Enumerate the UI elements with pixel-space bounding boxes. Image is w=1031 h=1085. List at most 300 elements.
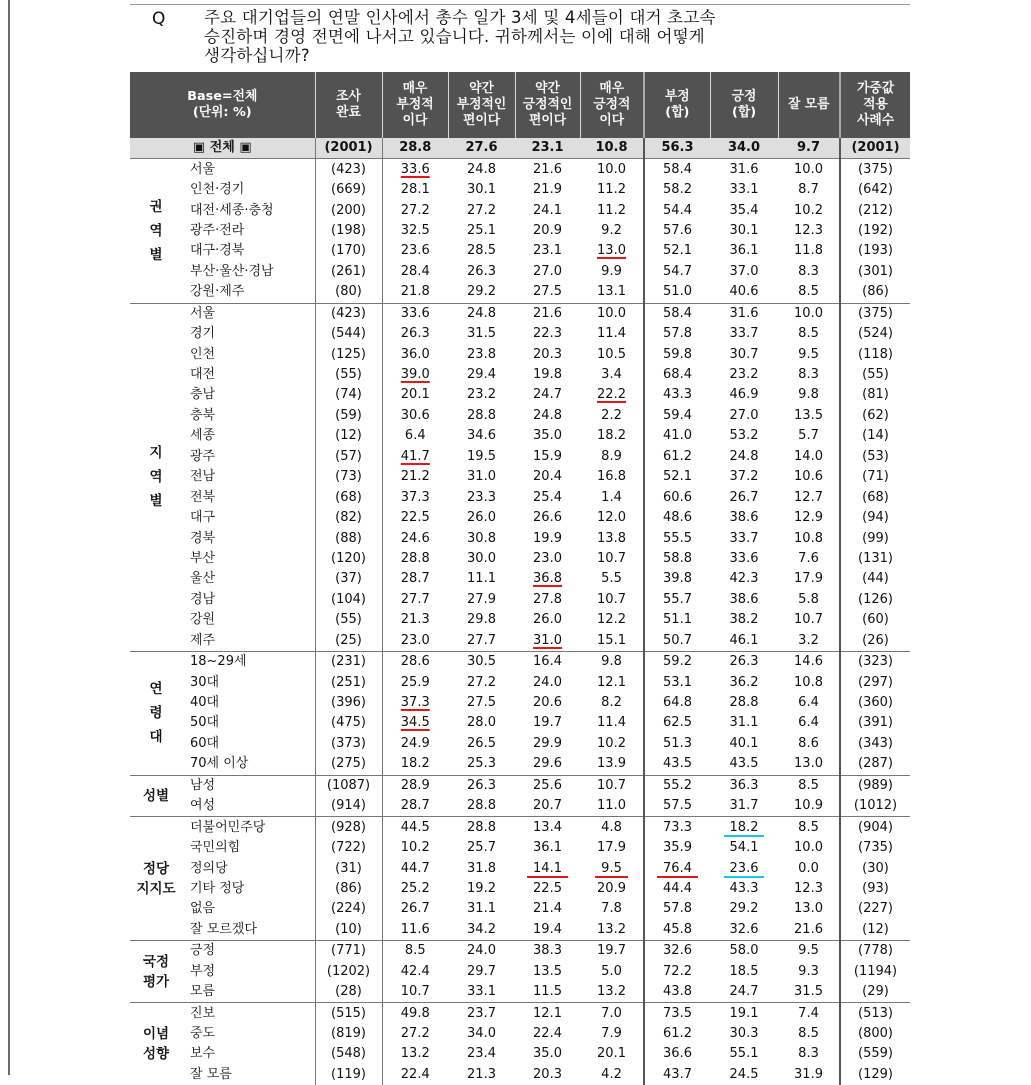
data-cell: (14): [840, 426, 910, 446]
row-label: 울산: [190, 571, 216, 587]
data-cell: 26.6: [533, 510, 562, 526]
data-cell: 10.8: [794, 674, 823, 690]
data-cell: 31.6: [710, 159, 778, 180]
table-row: [130, 610, 910, 630]
data-cell: 18.5: [729, 963, 759, 979]
data-cell: 40.1: [729, 735, 759, 751]
data-cell: 28.5: [467, 243, 496, 259]
data-cell: 53.2: [729, 428, 759, 444]
data-cell: 31.5: [794, 984, 823, 1000]
data-cell: 31.6: [710, 303, 778, 324]
data-cell: (819): [315, 1024, 382, 1044]
data-cell: (129): [840, 1065, 910, 1085]
data-cell: (99): [840, 528, 910, 548]
data-cell: 58.4: [644, 159, 710, 180]
data-cell: 29.4: [467, 367, 496, 383]
data-cell: (118): [840, 344, 910, 364]
data-cell: (125): [315, 344, 382, 364]
table-row: [130, 467, 910, 487]
total-cell: 10.8: [580, 138, 644, 159]
row-label: 60대: [190, 735, 220, 751]
row-label: 70세 이상: [190, 756, 249, 772]
data-cell: 20.3: [533, 1066, 562, 1082]
data-cell: 13.2: [597, 984, 626, 1000]
data-cell: 30.1: [467, 182, 496, 198]
data-cell: 11.5: [533, 984, 562, 1000]
row-label: 경북: [190, 530, 216, 546]
header-c2: 약간 부정적인 편이다: [448, 72, 515, 138]
data-cell: (343): [840, 734, 910, 754]
data-cell: (25): [315, 631, 382, 652]
data-cell: 20.1: [382, 385, 448, 405]
table-row: [130, 858, 910, 878]
data-cell: 25.3: [467, 756, 496, 772]
data-cell: 14.1: [515, 858, 580, 878]
group-label: 지 역 별: [130, 303, 182, 651]
table-row: [130, 817, 910, 838]
total-cell: 28.8: [382, 138, 448, 159]
data-cell: 68.4: [644, 365, 710, 385]
data-cell: 8.5: [798, 326, 819, 342]
data-cell: 36.8: [533, 571, 562, 587]
row-label: 40대: [190, 695, 220, 711]
data-cell: 28.8: [382, 549, 448, 569]
row-label: 서울: [182, 159, 315, 180]
data-cell: (119): [315, 1065, 382, 1085]
data-cell: (989): [840, 775, 910, 796]
data-cell: 5.7: [798, 428, 819, 444]
data-cell: 36.0: [382, 344, 448, 364]
data-cell: 13.0: [597, 243, 626, 259]
data-cell: 24.8: [448, 159, 515, 180]
table-body: [130, 138, 910, 1085]
data-cell: (301): [840, 262, 910, 282]
data-cell: 28.8: [448, 817, 515, 838]
row-label: 부산·울산·경남: [190, 263, 274, 279]
data-cell: 37.0: [729, 263, 759, 279]
group-label: 이념 성향: [130, 1003, 182, 1085]
table-row: [130, 631, 910, 652]
data-cell: 33.7: [729, 326, 759, 342]
row-label: 진보: [182, 1003, 315, 1024]
data-cell: 7.4: [778, 1003, 840, 1024]
data-cell: 48.6: [644, 508, 710, 528]
data-cell: 24.1: [533, 202, 562, 218]
data-cell: 31.1: [467, 901, 496, 917]
data-cell: 54.1: [729, 840, 759, 856]
data-cell: 9.9: [601, 263, 622, 279]
data-cell: 76.4: [644, 858, 710, 878]
row-label: 광주·전라: [190, 222, 245, 238]
data-cell: 7.0: [580, 1003, 644, 1024]
data-cell: 6.4: [382, 426, 448, 446]
data-cell: 43.3: [644, 385, 710, 405]
group-label: 연 령 대: [130, 651, 182, 775]
table-row: [130, 920, 910, 941]
data-cell: 10.2: [382, 838, 448, 858]
table-row: [130, 200, 910, 220]
data-cell: 11.4: [597, 326, 626, 342]
table-row: [130, 796, 910, 817]
data-cell: 7.6: [798, 550, 819, 566]
data-cell: (722): [315, 838, 382, 858]
table-row: [130, 1024, 910, 1044]
data-cell: 23.1: [533, 243, 562, 259]
data-cell: (59): [315, 406, 382, 426]
data-cell: 36.2: [729, 674, 759, 690]
data-cell: 39.0: [382, 365, 448, 385]
data-cell: 25.1: [467, 222, 496, 238]
data-cell: (104): [315, 590, 382, 610]
data-cell: (297): [840, 672, 910, 692]
data-cell: 7.9: [601, 1026, 622, 1042]
data-cell: 10.7: [580, 775, 644, 796]
data-cell: 20.3: [533, 346, 562, 362]
table-row: [130, 693, 910, 713]
table-row: [130, 324, 910, 344]
row-label: 18~29세: [182, 651, 315, 672]
data-cell: 8.3: [798, 263, 819, 279]
data-cell: 17.9: [794, 571, 823, 587]
data-cell: 57.8: [644, 324, 710, 344]
data-cell: 30.5: [448, 651, 515, 672]
data-cell: 62.5: [644, 713, 710, 733]
data-cell: 7.8: [601, 901, 622, 917]
data-cell: 33.6: [382, 159, 448, 180]
data-cell: 8.6: [798, 735, 819, 751]
data-cell: 43.8: [644, 982, 710, 1003]
data-cell: 23.0: [382, 631, 448, 652]
data-cell: 1.4: [601, 489, 622, 505]
row-label: 인천·경기: [190, 182, 245, 198]
data-cell: 10.7: [382, 982, 448, 1003]
row-label: 대구·경북: [190, 243, 245, 259]
data-cell: 35.9: [644, 838, 710, 858]
data-cell: 41.0: [644, 426, 710, 446]
data-cell: 61.2: [644, 447, 710, 467]
data-cell: 54.7: [644, 262, 710, 282]
data-cell: 16.8: [597, 469, 626, 485]
data-cell: 16.4: [515, 651, 580, 672]
data-cell: 4.8: [580, 817, 644, 838]
data-cell: (544): [315, 324, 382, 344]
table-row: [130, 365, 910, 385]
row-label: 대구: [190, 510, 216, 526]
data-cell: (227): [840, 899, 910, 919]
row-label: 제주: [190, 632, 216, 648]
data-cell: 49.8: [382, 1003, 448, 1024]
data-cell: 19.5: [467, 448, 496, 464]
header-weighted: 가중값 적용 사례수: [840, 72, 910, 138]
data-cell: (928): [315, 817, 382, 838]
data-cell: 5.5: [601, 571, 622, 587]
data-cell: 8.5: [778, 775, 840, 796]
header-c1: 매우 부정적 이다: [382, 72, 448, 138]
data-cell: 43.5: [729, 756, 759, 772]
data-cell: 37.2: [729, 469, 759, 485]
data-cell: (360): [840, 693, 910, 713]
table-row: [130, 303, 910, 324]
data-cell: 26.3: [467, 263, 496, 279]
data-cell: 27.8: [533, 591, 562, 607]
data-cell: 43.7: [644, 1065, 710, 1085]
data-cell: (94): [840, 508, 910, 528]
data-cell: (391): [840, 713, 910, 733]
data-cell: (515): [315, 1003, 382, 1024]
header-base: Base=전체 (단위: %): [130, 72, 315, 138]
data-cell: 24.5: [729, 1066, 759, 1082]
question-line: 생각하십니까?: [204, 46, 310, 65]
data-cell: 42.4: [382, 962, 448, 982]
data-cell: 52.1: [644, 241, 710, 261]
data-cell: 3.2: [798, 632, 819, 648]
top-rule: [130, 4, 910, 5]
data-cell: 13.5: [794, 407, 823, 423]
data-cell: (68): [315, 487, 382, 507]
data-cell: 18.2: [382, 754, 448, 775]
data-cell: 33.7: [729, 530, 759, 546]
data-cell: 64.8: [644, 693, 710, 713]
data-cell: 28.0: [467, 715, 496, 731]
data-cell: 57.8: [644, 899, 710, 919]
data-cell: 27.0: [729, 407, 759, 423]
data-cell: 34.2: [467, 921, 496, 937]
data-cell: 23.2: [729, 367, 759, 383]
data-cell: 12.2: [597, 612, 626, 628]
table-row: [130, 406, 910, 426]
total-cell: 23.1: [515, 138, 580, 159]
table-row: [130, 344, 910, 364]
data-cell: 13.2: [382, 1044, 448, 1064]
data-cell: 22.2: [597, 387, 626, 403]
row-label: 보수: [190, 1046, 216, 1062]
data-cell: 11.1: [467, 571, 496, 587]
data-cell: 42.3: [729, 571, 759, 587]
row-label: 잘 모름: [190, 1066, 232, 1082]
row-label: 중도: [190, 1026, 216, 1042]
data-cell: (120): [315, 549, 382, 569]
data-cell: 34.0: [467, 1026, 496, 1042]
row-label: 인천: [190, 346, 216, 362]
data-cell: 14.6: [778, 651, 840, 672]
data-cell: (71): [840, 467, 910, 487]
data-cell: 2.2: [601, 407, 622, 423]
data-cell: 36.1: [533, 840, 562, 856]
data-cell: 21.3: [467, 1066, 496, 1082]
data-cell: 27.2: [382, 1024, 448, 1044]
data-cell: (55): [840, 365, 910, 385]
question-text: [204, 8, 864, 65]
data-cell: 13.9: [597, 756, 626, 772]
row-label: 경남: [190, 591, 216, 607]
data-cell: 36.1: [729, 243, 759, 259]
total-cell: 34.0: [710, 138, 778, 159]
left-border-line: [8, 0, 10, 1075]
data-cell: (1087): [315, 775, 382, 796]
data-cell: 55.1: [729, 1046, 759, 1062]
data-cell: (44): [840, 569, 910, 589]
data-cell: 24.7: [729, 984, 759, 1000]
data-cell: (198): [315, 221, 382, 241]
table-row: [130, 775, 910, 796]
data-cell: 15.9: [533, 448, 562, 464]
data-cell: 18.2: [710, 817, 778, 838]
data-cell: 8.5: [382, 941, 448, 962]
data-cell: 12.0: [597, 510, 626, 526]
data-cell: 30.8: [467, 530, 496, 546]
data-cell: 50.7: [644, 631, 710, 652]
data-cell: 10.5: [597, 346, 626, 362]
data-cell: 24.8: [448, 303, 515, 324]
table-row: [130, 549, 910, 569]
data-cell: 53.1: [644, 672, 710, 692]
group-label: 성별: [130, 775, 182, 817]
data-cell: (513): [840, 1003, 910, 1024]
data-cell: 28.1: [382, 180, 448, 200]
data-cell: 44.4: [644, 879, 710, 899]
data-cell: (423): [315, 303, 382, 324]
data-cell: 26.0: [467, 510, 496, 526]
data-cell: (68): [840, 487, 910, 507]
data-cell: (224): [315, 899, 382, 919]
data-cell: (10): [315, 920, 382, 941]
data-cell: 26.5: [467, 735, 496, 751]
data-cell: 10.2: [794, 202, 823, 218]
row-label: 정의당: [190, 860, 228, 876]
data-cell: 55.2: [644, 775, 710, 796]
data-cell: 25.4: [533, 489, 562, 505]
table-row: [130, 899, 910, 919]
total-cell: 27.6: [448, 138, 515, 159]
data-cell: 21.6: [515, 303, 580, 324]
data-cell: 23.6: [710, 858, 778, 878]
row-label: 긍정: [182, 941, 315, 962]
table-row: [130, 982, 910, 1003]
data-cell: (126): [840, 590, 910, 610]
header-c4: 매우 긍정적 이다: [580, 72, 644, 138]
data-cell: (375): [840, 303, 910, 324]
data-cell: 24.8: [533, 407, 562, 423]
data-cell: 12.9: [794, 510, 823, 526]
data-cell: (28): [315, 982, 382, 1003]
data-cell: 8.2: [601, 695, 622, 711]
data-cell: 13.4: [515, 817, 580, 838]
data-cell: 23.0: [533, 550, 562, 566]
data-cell: 11.2: [597, 182, 626, 198]
data-cell: 26.3: [382, 324, 448, 344]
data-cell: 30.3: [729, 1026, 759, 1042]
data-cell: 43.5: [644, 754, 710, 775]
data-cell: (55): [315, 610, 382, 630]
group-label: 국정 평가: [130, 941, 182, 1003]
data-cell: 28.8: [467, 798, 496, 814]
data-cell: 12.3: [794, 222, 823, 238]
data-cell: (642): [840, 180, 910, 200]
data-cell: (170): [315, 241, 382, 261]
table-row: [130, 241, 910, 261]
table-row: [130, 159, 910, 180]
data-cell: 8.3: [798, 367, 819, 383]
data-cell: 12.1: [597, 674, 626, 690]
table-row: [130, 569, 910, 589]
data-cell: 20.4: [533, 469, 562, 485]
data-cell: (1202): [315, 962, 382, 982]
data-cell: 28.9: [382, 775, 448, 796]
data-cell: (375): [840, 159, 910, 180]
data-cell: 24.0: [448, 941, 515, 962]
data-cell: 54.4: [644, 200, 710, 220]
data-cell: 32.6: [729, 921, 759, 937]
data-cell: 72.2: [644, 962, 710, 982]
row-label: 강원: [190, 612, 216, 628]
table-row: [130, 508, 910, 528]
data-cell: (26): [840, 631, 910, 652]
data-cell: 34.5: [382, 713, 448, 733]
data-cell: 59.8: [644, 344, 710, 364]
data-cell: 27.5: [533, 284, 562, 300]
data-cell: 25.9: [382, 672, 448, 692]
data-cell: 13.0: [794, 901, 823, 917]
data-cell: (93): [840, 879, 910, 899]
data-cell: 26.0: [533, 612, 562, 628]
data-cell: 19.4: [533, 921, 562, 937]
data-cell: 57.5: [644, 796, 710, 817]
data-cell: 11.4: [597, 715, 626, 731]
data-cell: (29): [840, 982, 910, 1003]
data-cell: 8.5: [778, 817, 840, 838]
row-label: 부정: [190, 963, 216, 979]
data-cell: (524): [840, 324, 910, 344]
row-label: 서울: [182, 303, 315, 324]
data-cell: 14.0: [794, 448, 823, 464]
data-cell: 45.8: [644, 920, 710, 941]
data-cell: 13.1: [597, 284, 626, 300]
data-cell: 10.8: [794, 530, 823, 546]
data-cell: 40.6: [729, 284, 759, 300]
question-line: 주요 대기업들의 연말 인사에서 총수 일가 3세 및 4세들이 대거 초고속: [204, 8, 716, 27]
data-cell: 31.7: [729, 798, 759, 814]
data-cell: 30.6: [382, 406, 448, 426]
group-label: 권 역 별: [130, 159, 182, 303]
data-cell: 9.2: [601, 222, 622, 238]
header-done: 조사 완료: [315, 72, 382, 138]
data-cell: 10.2: [597, 735, 626, 751]
data-cell: 26.3: [710, 651, 778, 672]
data-cell: 32.6: [644, 941, 710, 962]
table-row: [130, 713, 910, 733]
data-cell: 19.9: [533, 530, 562, 546]
data-cell: (475): [315, 713, 382, 733]
data-cell: 36.6: [644, 1044, 710, 1064]
data-cell: (37): [315, 569, 382, 589]
data-cell: 31.5: [467, 326, 496, 342]
data-cell: 9.5: [580, 858, 644, 878]
data-cell: 38.2: [729, 612, 759, 628]
data-cell: 23.8: [467, 346, 496, 362]
data-cell: 24.9: [382, 734, 448, 754]
data-cell: 27.7: [382, 590, 448, 610]
data-cell: 27.9: [467, 591, 496, 607]
data-cell: 10.0: [580, 303, 644, 324]
data-cell: 21.6: [794, 921, 823, 937]
row-label: 충남: [190, 387, 216, 403]
data-cell: (88): [315, 528, 382, 548]
data-cell: 31.0: [533, 632, 562, 648]
data-cell: 38.6: [729, 591, 759, 607]
header-row: [130, 72, 910, 138]
data-cell: (800): [840, 1024, 910, 1044]
data-cell: 5.0: [601, 963, 622, 979]
